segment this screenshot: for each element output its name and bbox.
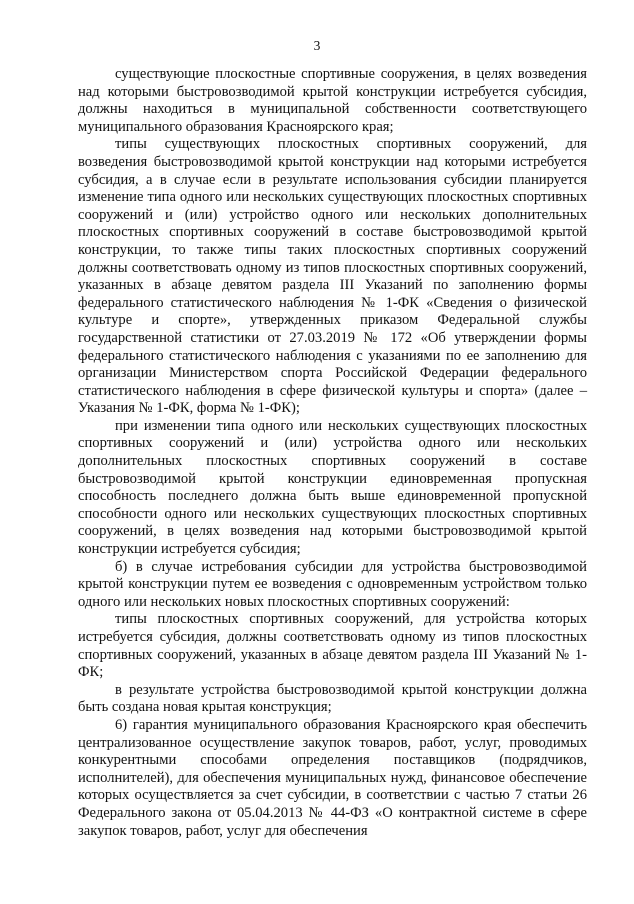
paragraph-item-b: б) в случае истребования субсидии для устройства быстровозводимой крытой конструкции путем ее возведения с одновременным устройством только одного или нескольких новых плоскостных спортивных сооружений: [78,558,587,610]
paragraph-municipal-ownership: существующие плоскостные спортивные сооружения, в целях возведения над которыми быстровозводимой крытой конструкции истребуется субсидия, должны находиться в муниципальной собственности соответствующего муниципального образования Красноярского края; [78,66,587,135]
paragraph-new-facility-types: типы плоскостных спортивных сооружений, для устройства которых истребуется субсидия, должны соответствовать одному из типов плоскостных спортивных сооружений, указанных в абзаце девятом раздела III Указаний № 1-ФК; [78,611,587,681]
body-text [78,66,587,840]
paragraph-new-covered-structure: в результате устройства быстровозводимой крытой конструкции должна быть создана новая крытая конструкция; [78,681,587,716]
page-number: 3 [313,38,321,53]
paragraph-capacity-change: при изменении типа одного или нескольких существующих плоскостных спортивных сооружений и (или) устройства одного или нескольких дополнительных плоскостных спортивных сооружений в составе быстровозводимой крытой конструкции единовременная пропускная способность последнего должна быть выше единовременной пропускной способности одного или нескольких существующих плоскостных спортивных сооружений, в целях возведения над которыми быстровозводимой крытой конструкции истребуется субсидия; [78,417,587,558]
paragraph-item-6-procurement: 6) гарантия муниципального образования Красноярского края обеспечить централизованное осуществление закупок товаров, работ, услуг, проводимых конкурентными способами определения поставщиков (подрядчиков, исполнителей), для обеспечения муниципальных нужд, финансовое обеспечение которых осуществляется за счет субсидии, в соответствии с частью 7 статьи 26 Федерального закона от 05.04.2013 № 44-ФЗ «О контрактной системе в сфере закупок товаров, работ, услуг для обеспечения [78,716,587,839]
paragraph-facility-types: типы существующих плоскостных спортивных сооружений, для возведения быстровозводимой крытой конструкции над которыми истребуется субсидия, а в случае если в результате использования субсидии планируется изменение типа одного или нескольких существующих плоскостных спортивных сооружений и (или) устройство одного или нескольких дополнительных плоскостных спортивных сооружений в составе быстровозводимой крытой конструкции, то также типы таких плоскостных спортивных сооружений должны соответствовать одному из типов плоскостных спортивных сооружений, указанных в абзаце девятом раздела III Указаний по заполнению формы федерального статистического наблюдения № 1-ФК «Сведения о физической культуре и спорте», утвержденных приказом Федеральной службы государственной статистики от 27.03.2019 № 172 «Об утверждении формы федерального статистического наблюдения с указаниями по ее заполнению для организации Министерством спорта Российской Федерации федерального статистического наблюдения в сфере физической культуры и спорта» (далее – Указания № 1-ФК, форма № 1-ФК); [78,136,587,417]
